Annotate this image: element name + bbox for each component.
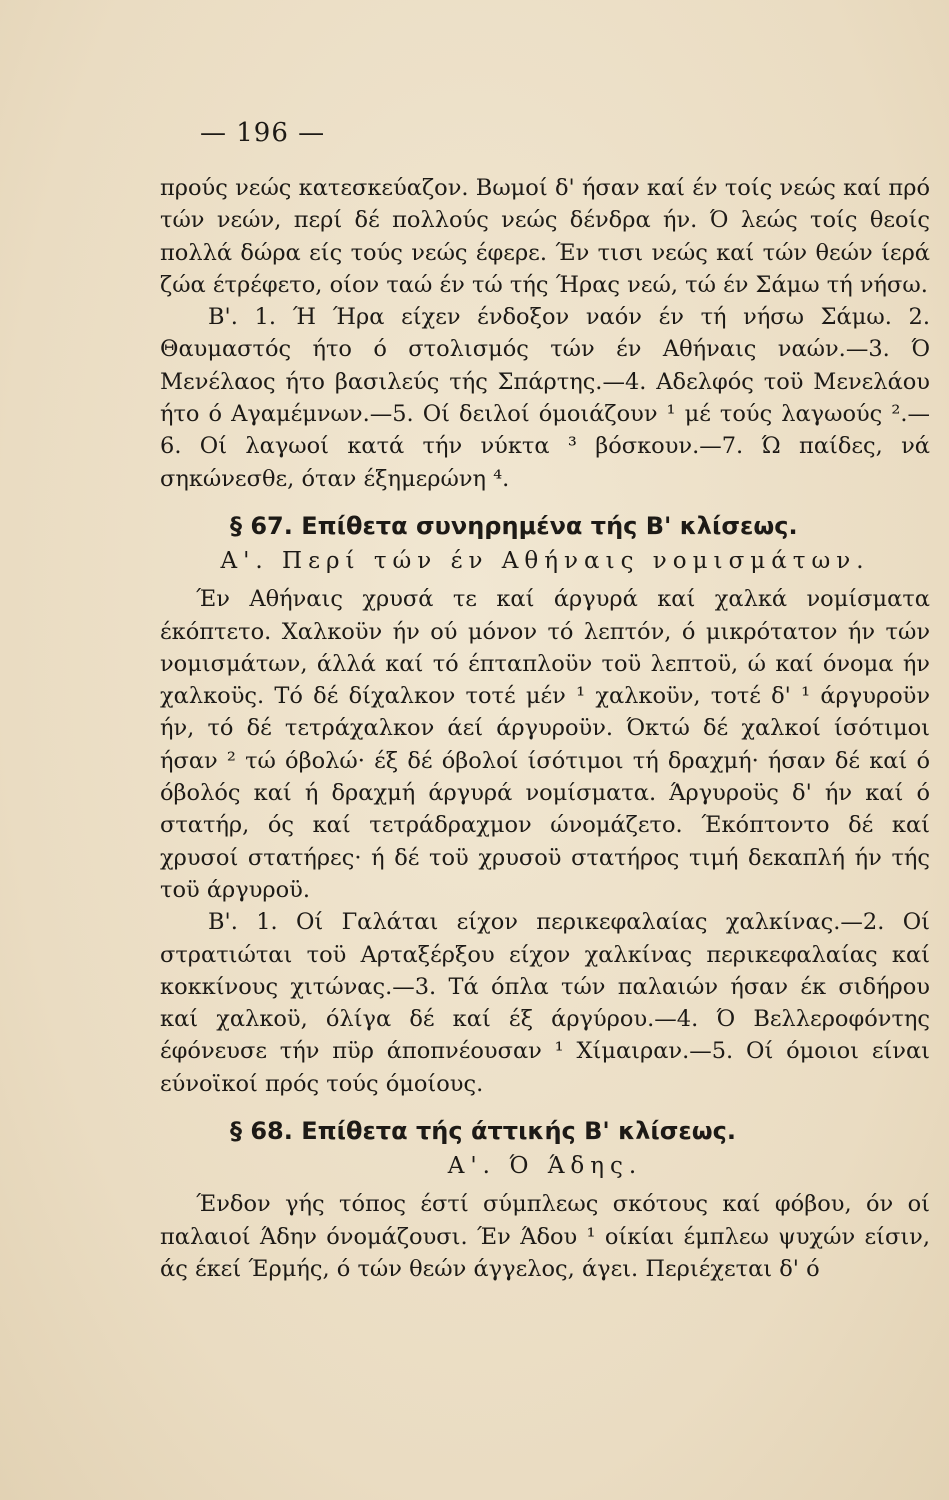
section-heading-67: § 67. Επίθετα συνηρημένα τής Β' κλίσεως. <box>230 511 798 540</box>
page-number: — 196 — <box>200 118 326 148</box>
section-heading-68: § 68. Επίθετα τής άττικής Β' κλίσεως. <box>230 1117 736 1146</box>
exercise-b-66: Β'. 1. Ή Ήρα είχεν ένδοξον ναόν έν τή νήσω Σάμω. 2. Θαυμαστός ήτο ό στολισμός τών έν Αθήναις ναών.—3. Ό Μενέλαος ήτο βασιλεύς τής Σπάρτης.—4. Αδελφός τοϋ Μενελάου ήτο ό Αγαμέμνων.—5. Οί δειλοί όμοιάζουν ¹ μέ τούς λαγωούς ².—6. Οί λαγωοί κατά τήν νύκτα ³ βόσκουν.—7. Ώ παίδες, νά σηκώνεσθε, όταν έξημερώνη ⁴. <box>160 304 930 492</box>
page-body <box>160 172 930 1285</box>
paragraph-hades: Ένδον γής τόπος έστί σύμπλεως σκότους καί φόβου, όν οί παλαιοί Άδην όνομάζουσι. Έν Άδου ¹ οίκίαι έμπλεω ψυχών είσιν, άς έκεί Έρμής, ό τών θεών άγγελος, άγει. Περιέχεται δ' ό <box>160 1191 930 1282</box>
subheading-coins: Α'. Περί τών έν Αθήναις νομισμάτων. <box>220 547 870 574</box>
paragraph-coins: Έν Αθήναις χρυσά τε καί άργυρά καί χαλκά νομίσματα έκόπτετο. Χαλκοϋν ήν ού μόνον τό λεπτόν, ό μικρότατον ήν τών νομισμάτων, άλλά καί τό έπταπλοϋν τοϋ λεπτοϋ, ώ καί όνομα ήν χαλκοϋς. Τό δέ δίχαλκον τοτέ μέν ¹ χαλκοϋν, τοτέ δ' ¹ άργυροϋν ήν, τό δέ τετράχαλκον άεί άργυροϋν. Όκτώ δέ χαλκοί ίσότιμοι ήσαν ² τώ όβολώ· έξ δέ όβολοί ίσότιμοι τή δραχμή· ήσαν δέ καί ό όβολός καί ή δραχμή άργυρά νομίσματα. Άργυροϋς δ' ήν καί ό στατήρ, ός καί τετράδραχμον ώνομάζετο. Έκόπτοντο δέ καί χρυσοί στατήρες· ή δέ τοϋ χρυσοϋ στατήρος τιμή δεκαπλή ήν τής τοϋ άργυροϋ. <box>160 586 930 903</box>
paragraph-1: προύς νεώς κατεσκεύαζον. Βωμοί δ' ήσαν καί έν τοίς νεώς καί πρό τών νεών, περί δέ πολλούς νεώς δένδρα ήν. Ό λεώς τοίς θεοίς πολλά δώρα είς τούς νεώς έφερε. Έν τισι νεώς καί τών θεών ίερά ζώα έτρέφετο, οίον ταώ έν τώ τής Ήρας νεώ, τώ έν Σάμω τή νήσω. <box>160 175 930 298</box>
exercise-b-67: Β'. 1. Οί Γαλάται είχον περικεφαλαίας χαλκίνας.—2. Οί στρατιώται τοϋ Αρταξέρξου είχον χαλκίνας περικεφαλαίας καί κοκκίνους χιτώνας.—3. Τά όπλα τών παλαιών ήσαν έκ σιδήρου καί χαλκοϋ, όλίγα δέ καί έξ άργύρου.—4. Ό Βελλεροφόντης έφόνευσε τήν πϋρ άποπνέουσαν ¹ Χίμαιραν.—5. Οί όμοιοι είναι εύνοϊκοί πρός τούς όμοίους. <box>160 909 930 1097</box>
subheading-hades: Α'. Ό Άδης. <box>447 1153 643 1180</box>
